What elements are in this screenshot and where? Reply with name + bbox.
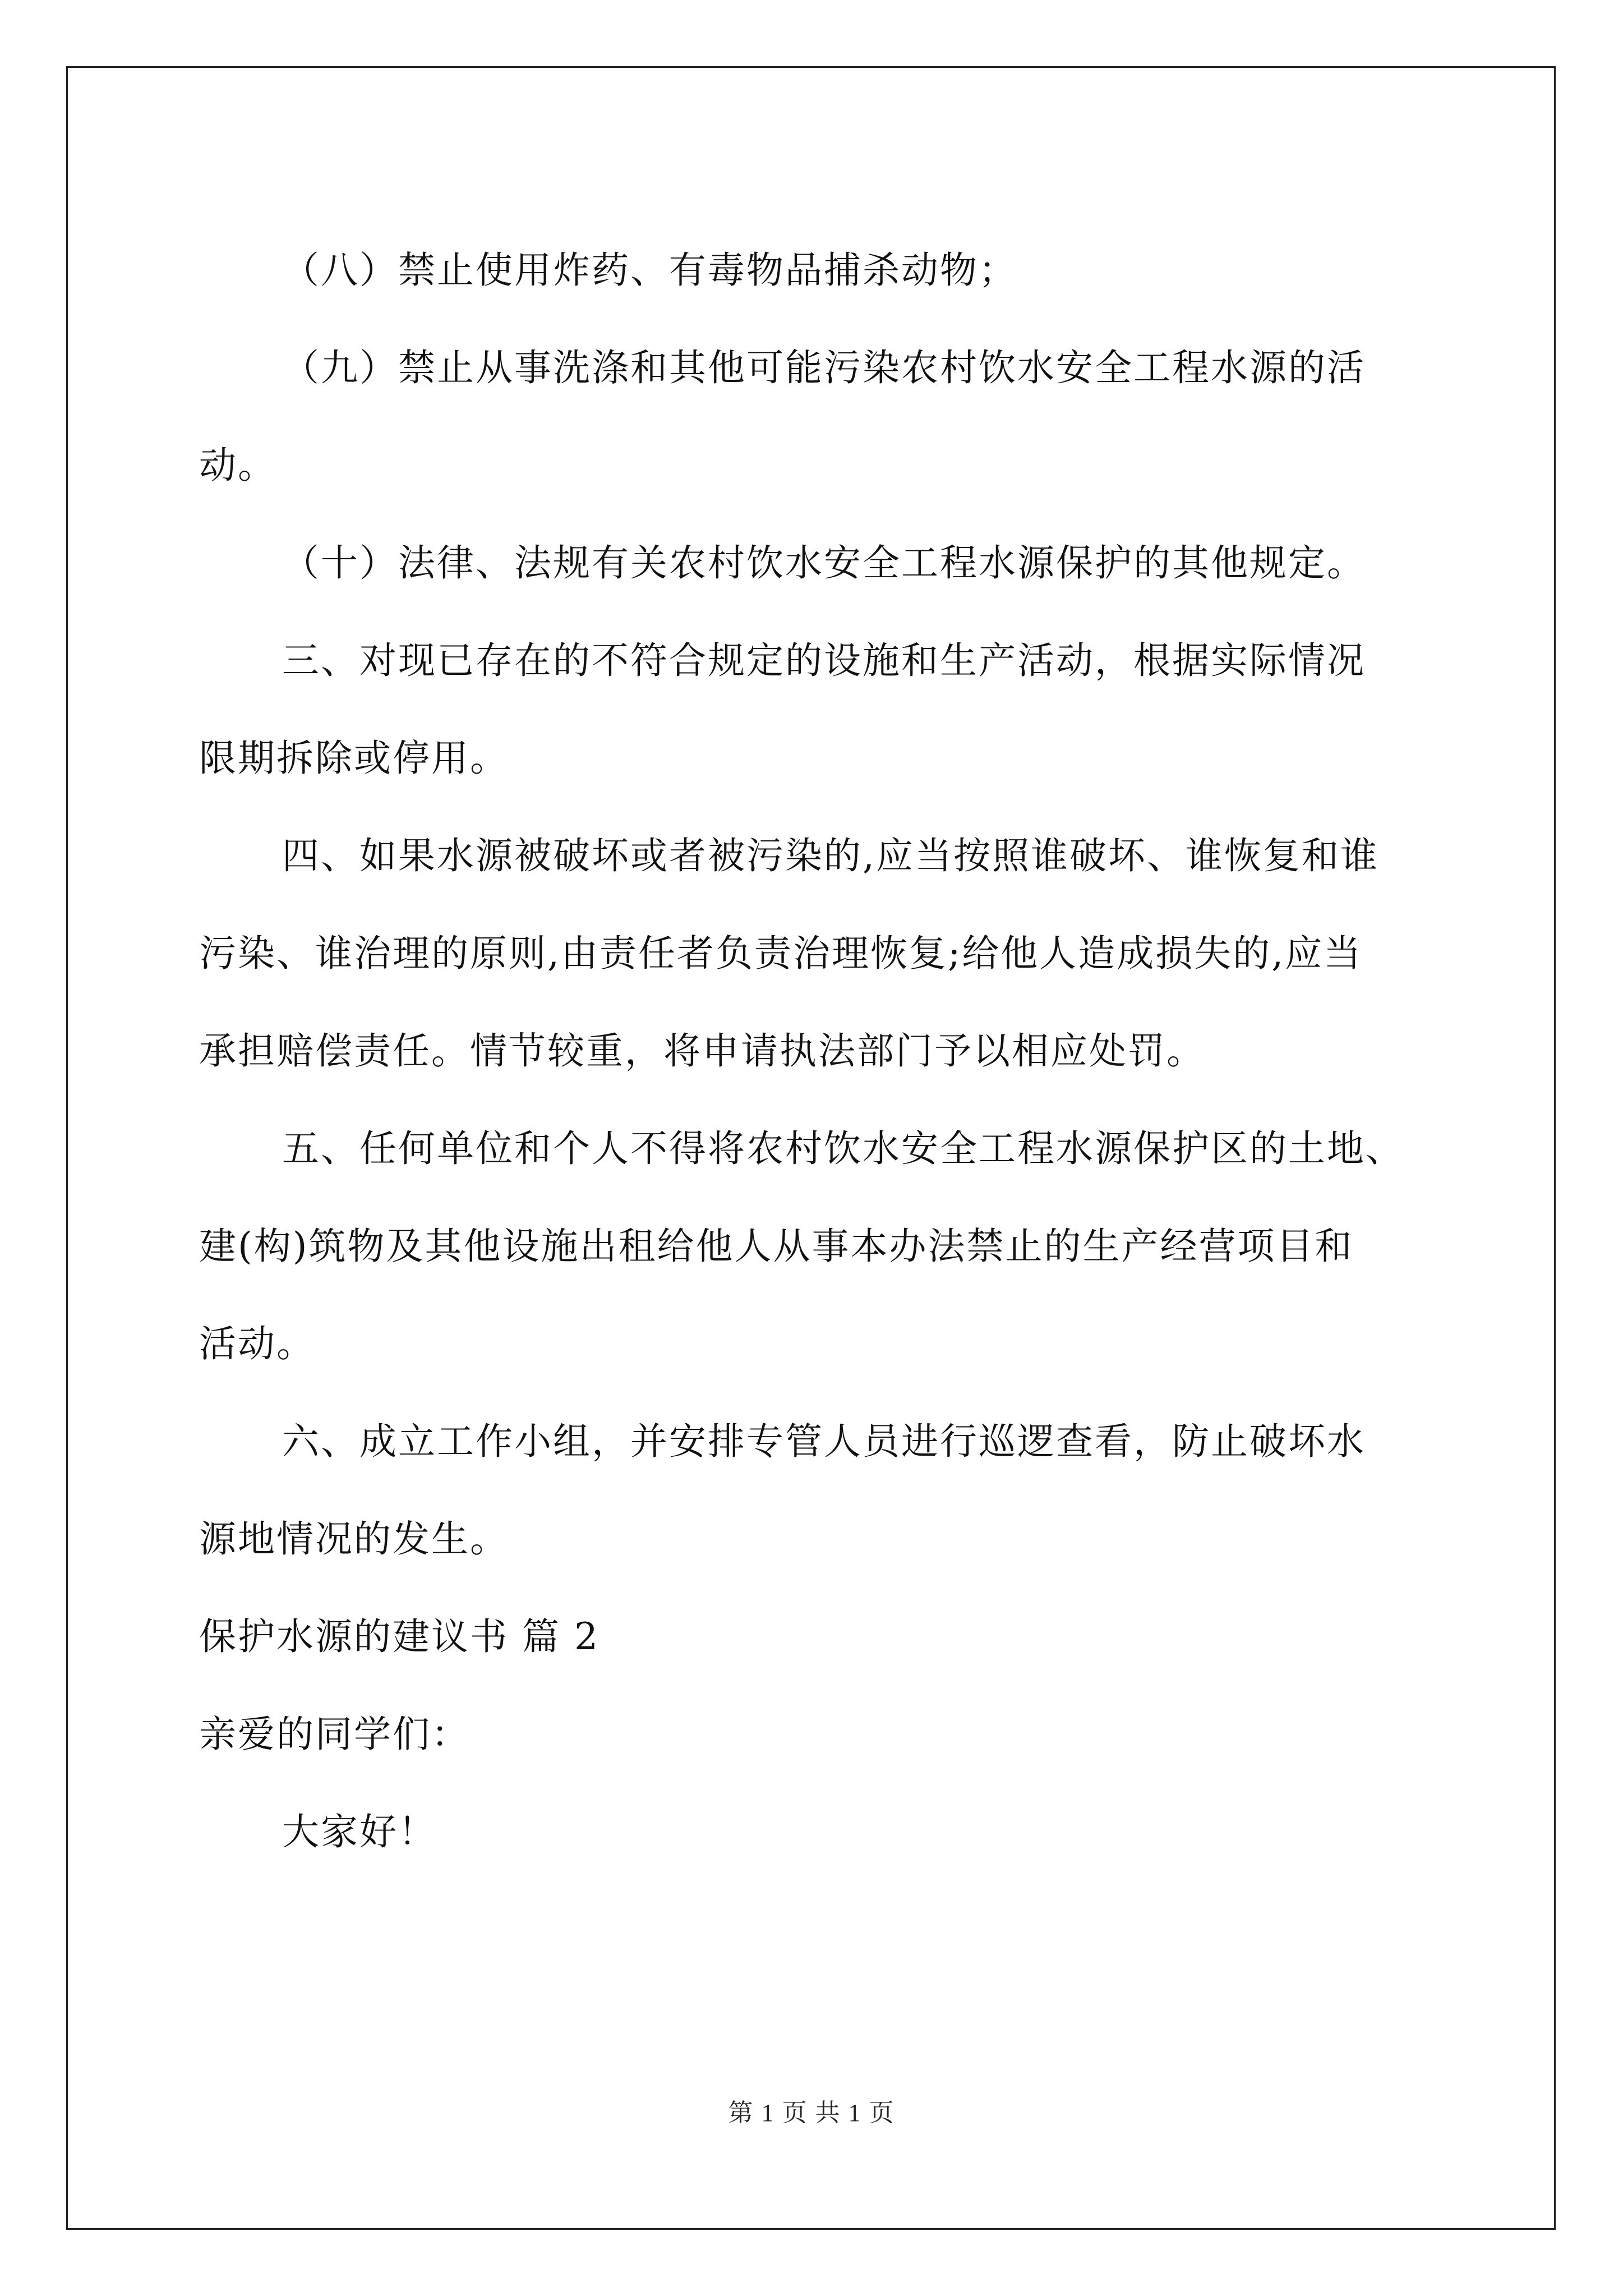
document-body [199,222,1461,1881]
paragraph-line-4: （十）法律、法规有关农村饮水安全工程水源保护的其他规定。 [282,541,1366,585]
paragraph-line-13: 六、成立工作小组，并安排专管人员进行巡逻查看，防止破坏水 [282,1420,1366,1463]
paragraph-line-5: 三、对现已存在的不符合规定的设施和生产活动，根据实际情况 [282,639,1366,682]
paragraph-line-2: （九）禁止从事洗涤和其他可能污染农村饮水安全工程水源的活 [282,346,1366,389]
page-number-footer: 第 1 页 共 1 页 [728,2099,895,2127]
section-heading: 保护水源的建议书 篇 2 [199,1615,600,1658]
paragraph-line-6: 限期拆除或停用。 [199,737,509,780]
paragraph-line-1: （八）禁止使用炸药、有毒物品捕杀动物； [282,249,1017,292]
paragraph-line-9: 承担赔偿责任。情节较重，将申请执法部门予以相应处罚。 [199,1029,1205,1073]
greeting: 大家好！ [282,1810,437,1853]
paragraph-line-12: 活动。 [199,1322,315,1365]
paragraph-line-8: 污染、谁治理的原则,由责任者负责治理恢复;给他人造成损失的,应当 [199,932,1363,975]
paragraph-line-3: 动。 [199,444,276,487]
paragraph-line-11: 建(构)筑物及其他设施出租给他人从事本办法禁止的生产经营项目和 [199,1225,1354,1268]
salutation: 亲爱的同学们： [199,1713,470,1756]
paragraph-line-14: 源地情况的发生。 [199,1517,509,1561]
paragraph-line-7: 四、如果水源被破坏或者被污染的,应当按照谁破坏、谁恢复和谁 [282,834,1379,877]
paragraph-line-10: 五、任何单位和个人不得将农村饮水安全工程水源保护区的土地、 [282,1127,1404,1170]
